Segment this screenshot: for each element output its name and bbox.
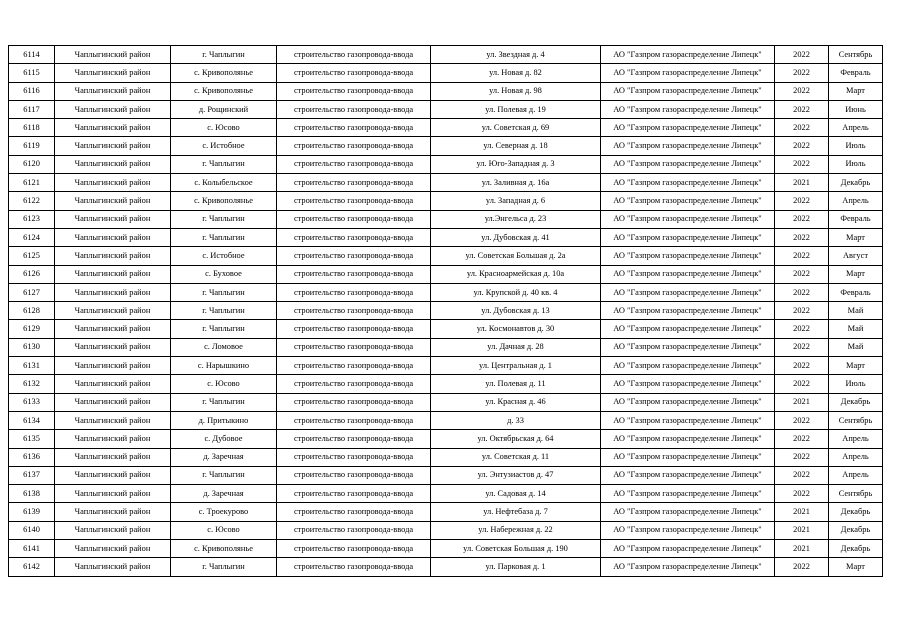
address-cell: ул. Крупской д. 40 кв. 4 <box>431 283 601 301</box>
address-cell: ул. Новая д. 98 <box>431 82 601 100</box>
table-row <box>9 64 883 82</box>
year-cell: 2022 <box>775 558 829 576</box>
year-cell: 2022 <box>775 228 829 246</box>
year-cell: 2021 <box>775 521 829 539</box>
table-row <box>9 393 883 411</box>
row-number-cell: 6126 <box>9 265 55 283</box>
table-row <box>9 320 883 338</box>
work-type-cell: строительство газопровода-ввода <box>277 302 431 320</box>
row-number-cell: 6117 <box>9 100 55 118</box>
organization-cell: АО "Газпром газораспределение Липецк" <box>601 247 775 265</box>
work-type-cell: строительство газопровода-ввода <box>277 82 431 100</box>
address-cell: ул. Юго-Западная д. 3 <box>431 155 601 173</box>
table-row <box>9 338 883 356</box>
month-cell: Май <box>829 338 883 356</box>
row-number-cell: 6141 <box>9 540 55 558</box>
district-cell: Чаплыгинский район <box>55 411 171 429</box>
district-cell: Чаплыгинский район <box>55 466 171 484</box>
month-cell: Март <box>829 82 883 100</box>
year-cell: 2022 <box>775 485 829 503</box>
settlement-cell: с. Кривополянье <box>171 540 277 558</box>
work-type-cell: строительство газопровода-ввода <box>277 228 431 246</box>
district-cell: Чаплыгинский район <box>55 430 171 448</box>
address-cell: ул. Космонавтов д. 30 <box>431 320 601 338</box>
table-row <box>9 228 883 246</box>
work-type-cell: строительство газопровода-ввода <box>277 485 431 503</box>
address-cell: ул. Красноармейская д. 10а <box>431 265 601 283</box>
district-cell: Чаплыгинский район <box>55 357 171 375</box>
settlement-cell: г. Чаплыгин <box>171 302 277 320</box>
table-row <box>9 411 883 429</box>
address-cell: ул. Центральная д. 1 <box>431 357 601 375</box>
row-number-cell: 6124 <box>9 228 55 246</box>
month-cell: Апрель <box>829 119 883 137</box>
month-cell: Апрель <box>829 466 883 484</box>
settlement-cell: с. Троекурово <box>171 503 277 521</box>
address-cell: ул. Северная д. 18 <box>431 137 601 155</box>
row-number-cell: 6119 <box>9 137 55 155</box>
month-cell: Декабрь <box>829 521 883 539</box>
table-row <box>9 302 883 320</box>
year-cell: 2022 <box>775 338 829 356</box>
row-number-cell: 6135 <box>9 430 55 448</box>
table-row <box>9 46 883 64</box>
year-cell: 2022 <box>775 357 829 375</box>
table-row <box>9 100 883 118</box>
month-cell: Декабрь <box>829 393 883 411</box>
settlement-cell: с. Истобное <box>171 247 277 265</box>
table-row <box>9 265 883 283</box>
district-cell: Чаплыгинский район <box>55 82 171 100</box>
year-cell: 2022 <box>775 210 829 228</box>
address-cell: ул. Новая д. 82 <box>431 64 601 82</box>
settlement-cell: д. Притыкино <box>171 411 277 429</box>
settlement-cell: с. Колыбельское <box>171 174 277 192</box>
settlement-cell: г. Чаплыгин <box>171 320 277 338</box>
work-type-cell: строительство газопровода-ввода <box>277 46 431 64</box>
address-cell: ул. Звездная д. 4 <box>431 46 601 64</box>
month-cell: Сентябрь <box>829 46 883 64</box>
row-number-cell: 6137 <box>9 466 55 484</box>
work-type-cell: строительство газопровода-ввода <box>277 448 431 466</box>
address-cell: ул. Парковая д. 1 <box>431 558 601 576</box>
district-cell: Чаплыгинский район <box>55 485 171 503</box>
table-row <box>9 210 883 228</box>
month-cell: Июнь <box>829 100 883 118</box>
district-cell: Чаплыгинский район <box>55 302 171 320</box>
settlement-cell: с. Кривополянье <box>171 192 277 210</box>
organization-cell: АО "Газпром газораспределение Липецк" <box>601 64 775 82</box>
work-type-cell: строительство газопровода-ввода <box>277 210 431 228</box>
month-cell: Март <box>829 357 883 375</box>
address-cell: ул. Советская Большая д. 2а <box>431 247 601 265</box>
address-cell: ул. Советская д. 11 <box>431 448 601 466</box>
address-cell: ул. Октябрьская д. 64 <box>431 430 601 448</box>
address-cell: ул. Дачная д. 28 <box>431 338 601 356</box>
table-row <box>9 247 883 265</box>
organization-cell: АО "Газпром газораспределение Липецк" <box>601 82 775 100</box>
organization-cell: АО "Газпром газораспределение Липецк" <box>601 155 775 173</box>
organization-cell: АО "Газпром газораспределение Липецк" <box>601 192 775 210</box>
table-row <box>9 174 883 192</box>
table-row <box>9 430 883 448</box>
month-cell: Сентябрь <box>829 485 883 503</box>
row-number-cell: 6125 <box>9 247 55 265</box>
work-type-cell: строительство газопровода-ввода <box>277 320 431 338</box>
year-cell: 2022 <box>775 411 829 429</box>
row-number-cell: 6123 <box>9 210 55 228</box>
organization-cell: АО "Газпром газораспределение Липецк" <box>601 430 775 448</box>
table-row <box>9 192 883 210</box>
organization-cell: АО "Газпром газораспределение Липецк" <box>601 448 775 466</box>
address-cell: ул. Заливная д. 16а <box>431 174 601 192</box>
district-cell: Чаплыгинский район <box>55 265 171 283</box>
year-cell: 2022 <box>775 320 829 338</box>
year-cell: 2021 <box>775 174 829 192</box>
settlement-cell: с. Дубовое <box>171 430 277 448</box>
row-number-cell: 6129 <box>9 320 55 338</box>
district-cell: Чаплыгинский район <box>55 320 171 338</box>
address-cell: ул. Дубовская д. 13 <box>431 302 601 320</box>
work-type-cell: строительство газопровода-ввода <box>277 393 431 411</box>
month-cell: Апрель <box>829 192 883 210</box>
district-cell: Чаплыгинский район <box>55 64 171 82</box>
year-cell: 2022 <box>775 137 829 155</box>
address-cell: ул. Набережная д. 22 <box>431 521 601 539</box>
organization-cell: АО "Газпром газораспределение Липецк" <box>601 283 775 301</box>
table-row <box>9 82 883 100</box>
month-cell: Декабрь <box>829 174 883 192</box>
work-type-cell: строительство газопровода-ввода <box>277 174 431 192</box>
row-number-cell: 6120 <box>9 155 55 173</box>
year-cell: 2022 <box>775 64 829 82</box>
settlement-cell: с. Юсово <box>171 521 277 539</box>
work-type-cell: строительство газопровода-ввода <box>277 119 431 137</box>
settlement-cell: с. Юсово <box>171 119 277 137</box>
work-type-cell: строительство газопровода-ввода <box>277 265 431 283</box>
year-cell: 2022 <box>775 265 829 283</box>
settlement-cell: с. Кривополянье <box>171 82 277 100</box>
work-type-cell: строительство газопровода-ввода <box>277 411 431 429</box>
district-cell: Чаплыгинский район <box>55 448 171 466</box>
year-cell: 2022 <box>775 375 829 393</box>
settlement-cell: г. Чаплыгин <box>171 155 277 173</box>
district-cell: Чаплыгинский район <box>55 137 171 155</box>
address-cell: ул. Советская д. 69 <box>431 119 601 137</box>
address-cell: ул. Западная д. 6 <box>431 192 601 210</box>
year-cell: 2022 <box>775 119 829 137</box>
work-type-cell: строительство газопровода-ввода <box>277 64 431 82</box>
settlement-cell: с. Ломовое <box>171 338 277 356</box>
table-row <box>9 540 883 558</box>
month-cell: Сентябрь <box>829 411 883 429</box>
settlement-cell: с. Юсово <box>171 375 277 393</box>
month-cell: Май <box>829 320 883 338</box>
settlement-cell: с. Истобное <box>171 137 277 155</box>
month-cell: Август <box>829 247 883 265</box>
row-number-cell: 6128 <box>9 302 55 320</box>
month-cell: Июль <box>829 137 883 155</box>
row-number-cell: 6130 <box>9 338 55 356</box>
district-cell: Чаплыгинский район <box>55 375 171 393</box>
work-type-cell: строительство газопровода-ввода <box>277 558 431 576</box>
year-cell: 2022 <box>775 155 829 173</box>
month-cell: Март <box>829 228 883 246</box>
table-row <box>9 448 883 466</box>
table-row <box>9 521 883 539</box>
organization-cell: АО "Газпром газораспределение Липецк" <box>601 137 775 155</box>
year-cell: 2022 <box>775 46 829 64</box>
month-cell: Март <box>829 265 883 283</box>
address-cell: ул.Энгельса д. 23 <box>431 210 601 228</box>
district-cell: Чаплыгинский район <box>55 503 171 521</box>
month-cell: Июль <box>829 155 883 173</box>
work-type-cell: строительство газопровода-ввода <box>277 283 431 301</box>
table-row <box>9 137 883 155</box>
district-cell: Чаплыгинский район <box>55 247 171 265</box>
table-row <box>9 558 883 576</box>
row-number-cell: 6114 <box>9 46 55 64</box>
district-cell: Чаплыгинский район <box>55 174 171 192</box>
year-cell: 2022 <box>775 100 829 118</box>
year-cell: 2021 <box>775 393 829 411</box>
district-cell: Чаплыгинский район <box>55 192 171 210</box>
year-cell: 2022 <box>775 302 829 320</box>
work-type-cell: строительство газопровода-ввода <box>277 100 431 118</box>
table-row <box>9 503 883 521</box>
month-cell: Май <box>829 302 883 320</box>
organization-cell: АО "Газпром газораспределение Липецк" <box>601 375 775 393</box>
row-number-cell: 6142 <box>9 558 55 576</box>
district-cell: Чаплыгинский район <box>55 155 171 173</box>
work-type-cell: строительство газопровода-ввода <box>277 503 431 521</box>
address-cell: ул. Полевая д. 19 <box>431 100 601 118</box>
table-row <box>9 466 883 484</box>
address-cell: ул. Красная д. 46 <box>431 393 601 411</box>
settlement-cell: с. Буховое <box>171 265 277 283</box>
table-row <box>9 357 883 375</box>
settlement-cell: г. Чаплыгин <box>171 466 277 484</box>
district-cell: Чаплыгинский район <box>55 228 171 246</box>
organization-cell: АО "Газпром газораспределение Липецк" <box>601 357 775 375</box>
month-cell: Июль <box>829 375 883 393</box>
settlement-cell: д. Заречная <box>171 448 277 466</box>
row-number-cell: 6136 <box>9 448 55 466</box>
organization-cell: АО "Газпром газораспределение Липецк" <box>601 46 775 64</box>
organization-cell: АО "Газпром газораспределение Липецк" <box>601 393 775 411</box>
address-cell: ул. Энтузиастов д. 47 <box>431 466 601 484</box>
organization-cell: АО "Газпром газораспределение Липецк" <box>601 119 775 137</box>
month-cell: Декабрь <box>829 540 883 558</box>
row-number-cell: 6139 <box>9 503 55 521</box>
month-cell: Февраль <box>829 283 883 301</box>
row-number-cell: 6127 <box>9 283 55 301</box>
address-cell: д. 33 <box>431 411 601 429</box>
work-type-cell: строительство газопровода-ввода <box>277 357 431 375</box>
settlement-cell: г. Чаплыгин <box>171 283 277 301</box>
row-number-cell: 6134 <box>9 411 55 429</box>
organization-cell: АО "Газпром газораспределение Липецк" <box>601 338 775 356</box>
work-type-cell: строительство газопровода-ввода <box>277 466 431 484</box>
row-number-cell: 6121 <box>9 174 55 192</box>
address-cell: ул. Дубовская д. 41 <box>431 228 601 246</box>
month-cell: Февраль <box>829 64 883 82</box>
year-cell: 2022 <box>775 192 829 210</box>
district-cell: Чаплыгинский район <box>55 210 171 228</box>
work-type-cell: строительство газопровода-ввода <box>277 430 431 448</box>
district-cell: Чаплыгинский район <box>55 393 171 411</box>
year-cell: 2022 <box>775 430 829 448</box>
district-cell: Чаплыгинский район <box>55 338 171 356</box>
table-row <box>9 375 883 393</box>
organization-cell: АО "Газпром газораспределение Липецк" <box>601 265 775 283</box>
row-number-cell: 6133 <box>9 393 55 411</box>
organization-cell: АО "Газпром газораспределение Липецк" <box>601 228 775 246</box>
settlement-cell: г. Чаплыгин <box>171 393 277 411</box>
organization-cell: АО "Газпром газораспределение Липецк" <box>601 100 775 118</box>
settlement-cell: г. Чаплыгин <box>171 228 277 246</box>
organization-cell: АО "Газпром газораспределение Липецк" <box>601 503 775 521</box>
address-cell: ул. Нефтебаза д. 7 <box>431 503 601 521</box>
organization-cell: АО "Газпром газораспределение Липецк" <box>601 320 775 338</box>
district-cell: Чаплыгинский район <box>55 521 171 539</box>
row-number-cell: 6115 <box>9 64 55 82</box>
row-number-cell: 6118 <box>9 119 55 137</box>
row-number-cell: 6132 <box>9 375 55 393</box>
row-number-cell: 6131 <box>9 357 55 375</box>
work-type-cell: строительство газопровода-ввода <box>277 540 431 558</box>
district-cell: Чаплыгинский район <box>55 100 171 118</box>
year-cell: 2022 <box>775 448 829 466</box>
work-type-cell: строительство газопровода-ввода <box>277 338 431 356</box>
district-cell: Чаплыгинский район <box>55 46 171 64</box>
work-type-cell: строительство газопровода-ввода <box>277 192 431 210</box>
year-cell: 2022 <box>775 247 829 265</box>
table-row <box>9 283 883 301</box>
year-cell: 2021 <box>775 503 829 521</box>
organization-cell: АО "Газпром газораспределение Липецк" <box>601 521 775 539</box>
row-number-cell: 6140 <box>9 521 55 539</box>
district-cell: Чаплыгинский район <box>55 283 171 301</box>
address-cell: ул. Полевая д. 11 <box>431 375 601 393</box>
year-cell: 2022 <box>775 82 829 100</box>
month-cell: Декабрь <box>829 503 883 521</box>
table-row <box>9 155 883 173</box>
year-cell: 2022 <box>775 466 829 484</box>
month-cell: Март <box>829 558 883 576</box>
gasification-table <box>8 45 883 577</box>
district-cell: Чаплыгинский район <box>55 558 171 576</box>
settlement-cell: г. Чаплыгин <box>171 46 277 64</box>
row-number-cell: 6122 <box>9 192 55 210</box>
organization-cell: АО "Газпром газораспределение Липецк" <box>601 411 775 429</box>
month-cell: Апрель <box>829 448 883 466</box>
settlement-cell: д. Заречная <box>171 485 277 503</box>
address-cell: ул. Садовая д. 14 <box>431 485 601 503</box>
work-type-cell: строительство газопровода-ввода <box>277 247 431 265</box>
year-cell: 2021 <box>775 540 829 558</box>
settlement-cell: д. Рощинский <box>171 100 277 118</box>
settlement-cell: г. Чаплыгин <box>171 210 277 228</box>
table-row <box>9 119 883 137</box>
month-cell: Февраль <box>829 210 883 228</box>
organization-cell: АО "Газпром газораспределение Липецк" <box>601 174 775 192</box>
row-number-cell: 6138 <box>9 485 55 503</box>
work-type-cell: строительство газопровода-ввода <box>277 155 431 173</box>
year-cell: 2022 <box>775 283 829 301</box>
district-cell: Чаплыгинский район <box>55 540 171 558</box>
table-row <box>9 485 883 503</box>
district-cell: Чаплыгинский район <box>55 119 171 137</box>
settlement-cell: г. Чаплыгин <box>171 558 277 576</box>
work-type-cell: строительство газопровода-ввода <box>277 375 431 393</box>
organization-cell: АО "Газпром газораспределение Липецк" <box>601 302 775 320</box>
organization-cell: АО "Газпром газораспределение Липецк" <box>601 485 775 503</box>
work-type-cell: строительство газопровода-ввода <box>277 521 431 539</box>
organization-cell: АО "Газпром газораспределение Липецк" <box>601 558 775 576</box>
organization-cell: АО "Газпром газораспределение Липецк" <box>601 210 775 228</box>
row-number-cell: 6116 <box>9 82 55 100</box>
table-body <box>9 46 883 577</box>
settlement-cell: с. Нарышкино <box>171 357 277 375</box>
organization-cell: АО "Газпром газораспределение Липецк" <box>601 466 775 484</box>
organization-cell: АО "Газпром газораспределение Липецк" <box>601 540 775 558</box>
address-cell: ул. Советская Большая д. 190 <box>431 540 601 558</box>
month-cell: Апрель <box>829 430 883 448</box>
settlement-cell: с. Кривополянье <box>171 64 277 82</box>
work-type-cell: строительство газопровода-ввода <box>277 137 431 155</box>
